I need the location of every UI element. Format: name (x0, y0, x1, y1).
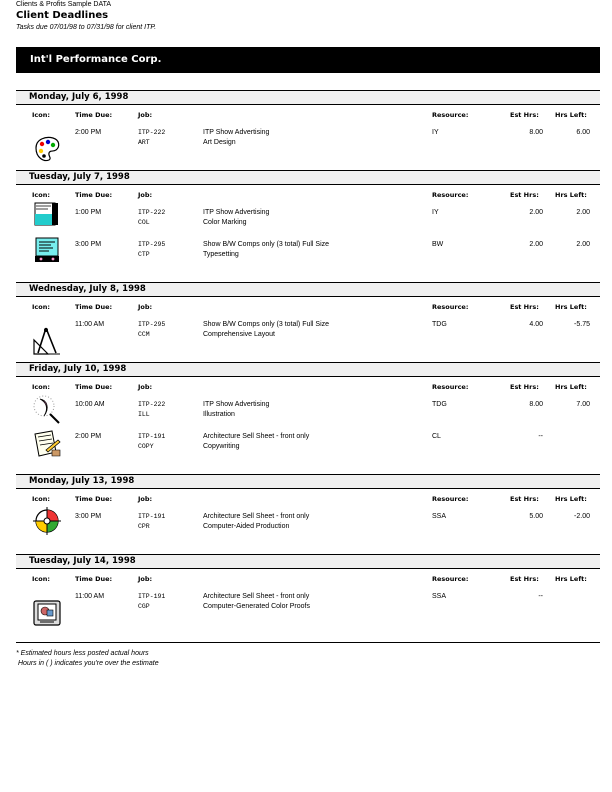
day-header (16, 90, 600, 105)
task-name: Computer-Aided Production (203, 523, 290, 530)
col-time-due: Time Due: (75, 383, 113, 391)
client-bar (16, 47, 600, 73)
hrs-left: 2.00 (576, 241, 590, 248)
hrs-left: -- (538, 593, 543, 600)
task-code: CGP (138, 603, 150, 610)
task-code: COPY (138, 443, 154, 450)
col-icon: Icon: (32, 495, 50, 503)
job-number: ITP-191 (138, 433, 166, 440)
task-row[interactable] (0, 206, 612, 238)
compass-icon (32, 326, 62, 356)
task-name: Illustration (203, 411, 235, 418)
col-job: Job: (138, 575, 153, 583)
day-date: Wednesday, July 8, 1998 (29, 284, 146, 294)
computer-proof-icon (32, 598, 62, 628)
task-code: CTP (138, 251, 150, 258)
job-name: ITP Show Advertising (203, 129, 270, 136)
task-code: COL (138, 219, 150, 226)
col-icon: Icon: (32, 191, 50, 199)
col-job: Job: (138, 191, 153, 199)
day-header (16, 170, 600, 185)
task-row[interactable] (0, 430, 612, 462)
col-resource: Resource: (432, 383, 469, 391)
est-hrs: 8.00 (529, 401, 543, 408)
footer-divider (16, 642, 600, 643)
col-time-due: Time Due: (75, 111, 113, 119)
task-name: Typesetting (203, 251, 239, 258)
task-row[interactable] (0, 398, 612, 430)
task-row[interactable] (0, 238, 612, 270)
day-header (16, 362, 600, 377)
col-hrs-left: Hrs Left: (555, 191, 587, 199)
col-job: Job: (138, 111, 153, 119)
day-date: Monday, July 13, 1998 (29, 476, 135, 486)
resource: BW (432, 241, 444, 248)
resource: CL (432, 433, 441, 440)
day-header (16, 282, 600, 297)
col-est-hrs: Est Hrs: (510, 575, 539, 583)
time-due: 3:00 PM (75, 241, 102, 248)
time-due: 11:00 AM (75, 593, 105, 600)
day-header (16, 474, 600, 489)
task-code: CPR (138, 523, 150, 530)
task-row[interactable] (0, 510, 612, 542)
palette-icon (32, 134, 62, 164)
time-due: 11:00 AM (75, 321, 105, 328)
typesetting-icon (32, 236, 62, 266)
footnote-over: Hours in ( ) indicates you're over the estimate (18, 660, 159, 667)
col-icon: Icon: (32, 111, 50, 119)
task-row[interactable] (0, 590, 612, 622)
time-due: 2:00 PM (75, 129, 102, 136)
job-number: ITP-222 (138, 129, 166, 136)
task-code: CCM (138, 331, 150, 338)
est-hrs: 5.00 (529, 513, 543, 520)
resource: SSA (432, 513, 447, 520)
hrs-left: 2.00 (576, 209, 590, 216)
task-row[interactable] (0, 126, 612, 158)
job-number: ITP-222 (138, 209, 166, 216)
col-resource: Resource: (432, 303, 469, 311)
col-est-hrs: Est Hrs: (510, 303, 539, 311)
col-icon: Icon: (32, 575, 50, 583)
report-title: Client Deadlines (16, 10, 109, 21)
job-name: ITP Show Advertising (203, 401, 270, 408)
col-hrs-left: Hrs Left: (555, 575, 587, 583)
resource: TDG (432, 401, 447, 408)
resource: SSA (432, 593, 447, 600)
col-est-hrs: Est Hrs: (510, 191, 539, 199)
hrs-left: 7.00 (576, 401, 590, 408)
col-resource: Resource: (432, 111, 469, 119)
est-hrs: 2.00 (529, 209, 543, 216)
task-name: Copywriting (203, 443, 240, 450)
col-time-due: Time Due: (75, 191, 113, 199)
job-name: Architecture Sell Sheet - front only (203, 593, 310, 600)
col-resource: Resource: (432, 495, 469, 503)
footnote-estimate: * Estimated hours less posted actual hours (16, 650, 149, 657)
col-est-hrs: Est Hrs: (510, 111, 539, 119)
job-name: Architecture Sell Sheet - front only (203, 513, 310, 520)
col-hrs-left: Hrs Left: (555, 303, 587, 311)
est-hrs: 4.00 (529, 321, 543, 328)
col-job: Job: (138, 495, 153, 503)
job-name: Show B/W Comps only (3 total) Full Size (203, 241, 330, 248)
job-name: Architecture Sell Sheet - front only (203, 433, 310, 440)
target-icon (32, 506, 62, 536)
col-icon: Icon: (32, 303, 50, 311)
col-time-due: Time Due: (75, 495, 113, 503)
col-hrs-left: Hrs Left: (555, 111, 587, 119)
job-name: ITP Show Advertising (203, 209, 270, 216)
job-number: ITP-191 (138, 593, 166, 600)
col-icon: Icon: (32, 383, 50, 391)
task-name: Art Design (203, 139, 236, 146)
app-line: Clients & Profits Sample DATA (16, 1, 112, 8)
col-hrs-left: Hrs Left: (555, 383, 587, 391)
day-date: Friday, July 10, 1998 (29, 364, 127, 374)
task-name: Computer-Generated Color Proofs (203, 603, 310, 610)
color-marking-icon (32, 200, 62, 230)
task-code: ART (138, 139, 150, 146)
job-name: Show B/W Comps only (3 total) Full Size (203, 321, 330, 328)
day-date: Tuesday, July 14, 1998 (29, 556, 136, 566)
task-code: ILL (138, 411, 150, 418)
hrs-left: -- (538, 433, 543, 440)
day-date: Monday, July 6, 1998 (29, 92, 129, 102)
col-hrs-left: Hrs Left: (555, 495, 587, 503)
copywriting-icon (32, 428, 62, 458)
job-number: ITP-222 (138, 401, 166, 408)
task-name: Comprehensive Layout (203, 331, 275, 338)
time-due: 3:00 PM (75, 513, 102, 520)
col-resource: Resource: (432, 575, 469, 583)
job-number: ITP-295 (138, 321, 166, 328)
col-est-hrs: Est Hrs: (510, 383, 539, 391)
col-time-due: Time Due: (75, 303, 113, 311)
col-job: Job: (138, 383, 153, 391)
resource: TDG (432, 321, 447, 328)
hrs-left: 6.00 (576, 129, 590, 136)
illustration-icon (32, 394, 62, 424)
day-date: Tuesday, July 7, 1998 (29, 172, 130, 182)
time-due: 10:00 AM (75, 401, 105, 408)
time-due: 2:00 PM (75, 433, 102, 440)
time-due: 1:00 PM (75, 209, 102, 216)
job-number: ITP-295 (138, 241, 166, 248)
est-hrs: 2.00 (529, 241, 543, 248)
col-job: Job: (138, 303, 153, 311)
client-name: Int'l Performance Corp. (30, 54, 162, 65)
task-row[interactable] (0, 318, 612, 350)
resource: IY (432, 209, 439, 216)
resource: IY (432, 129, 439, 136)
hrs-left: -2.00 (574, 513, 590, 520)
col-time-due: Time Due: (75, 575, 113, 583)
job-number: ITP-191 (138, 513, 166, 520)
task-name: Color Marking (203, 219, 247, 226)
day-header (16, 554, 600, 569)
est-hrs: 8.00 (529, 129, 543, 136)
col-est-hrs: Est Hrs: (510, 495, 539, 503)
col-resource: Resource: (432, 191, 469, 199)
hrs-left: -5.75 (574, 321, 590, 328)
report-subtitle: Tasks due 07/01/98 to 07/31/98 for client ITP. (16, 24, 157, 31)
